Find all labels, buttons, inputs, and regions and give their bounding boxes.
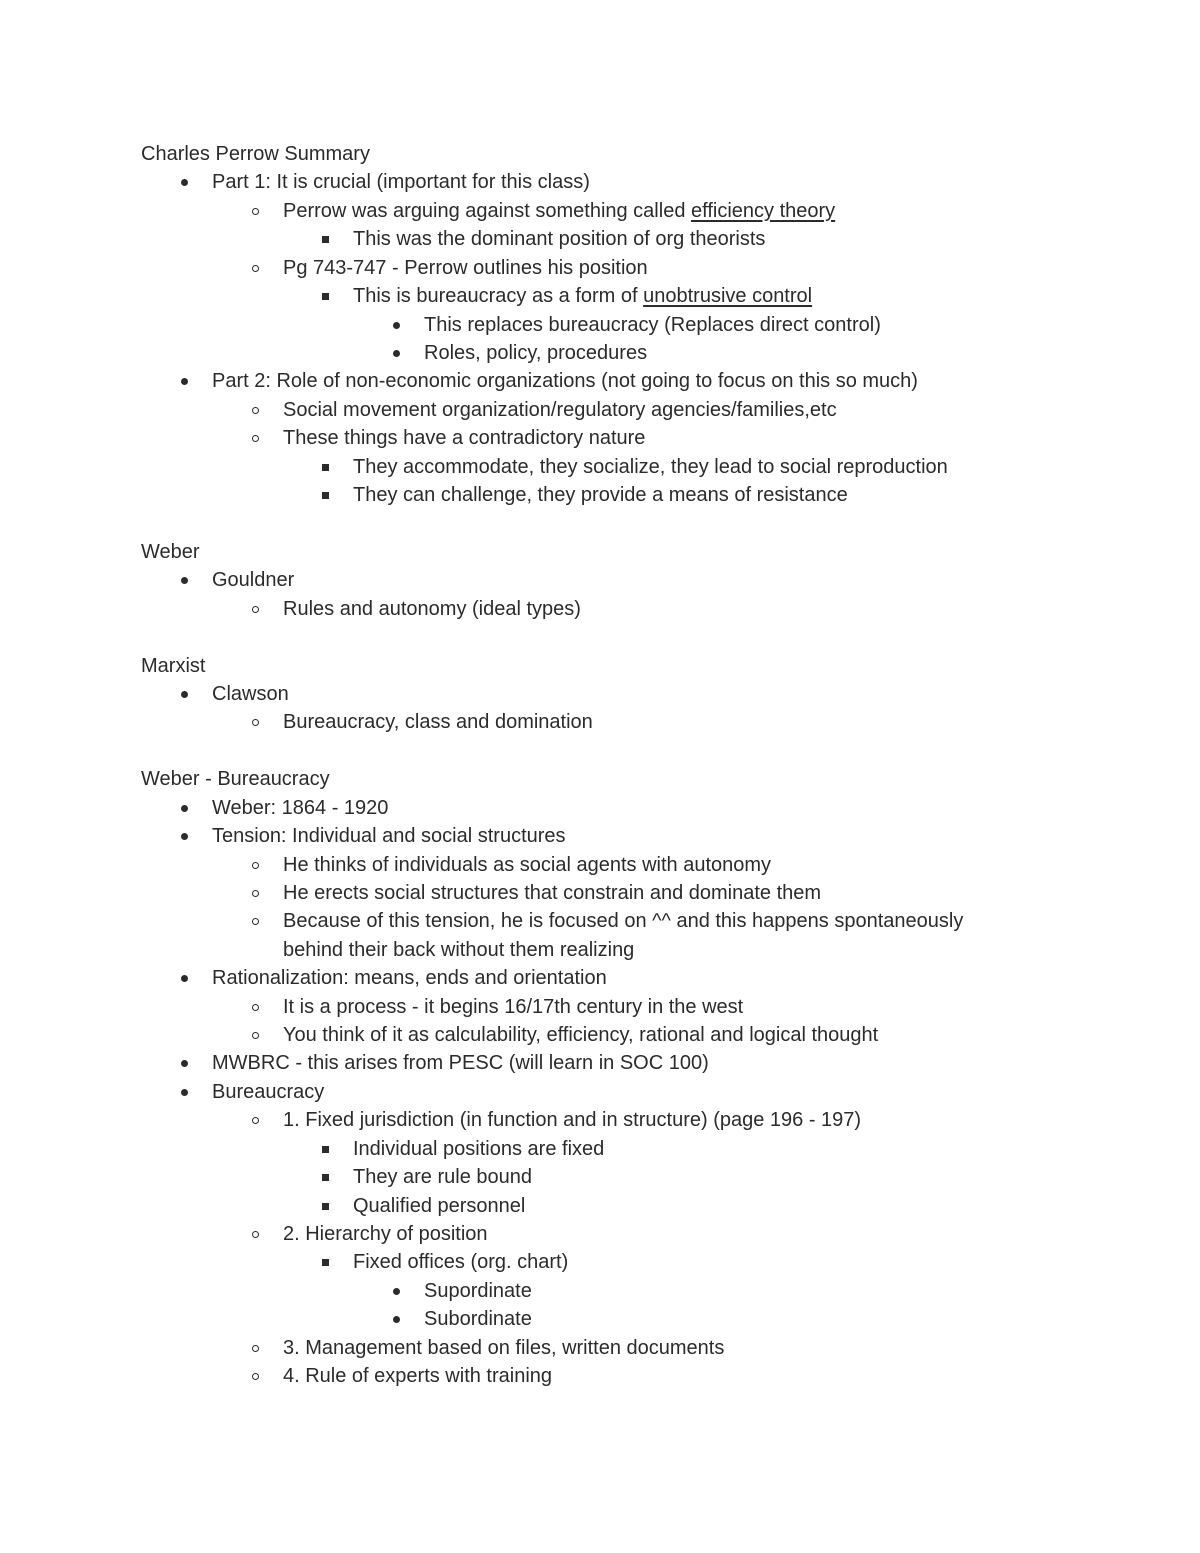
list-item [424, 311, 881, 339]
circle-bullet-icon [248, 1021, 262, 1049]
item-text: Marxist [141, 655, 206, 677]
disc-bullet-icon [177, 168, 191, 196]
item-text: 1. Fixed jurisdiction (in function and in structure) (page 196 - 197) [283, 1109, 862, 1131]
list-item [353, 225, 765, 253]
square-bullet-icon [318, 225, 332, 253]
disc-bullet-icon [177, 1078, 191, 1106]
square-bullet-icon [318, 282, 332, 310]
disc-bullet-icon [177, 822, 191, 850]
item-text: They are rule bound [353, 1166, 533, 1188]
item-text: 4. Rule of experts with training [283, 1365, 553, 1387]
item-text: Gouldner [212, 569, 295, 591]
list-item [283, 993, 743, 1021]
item-text: Weber [141, 541, 200, 563]
underlined-term: unobtrusive control [643, 285, 813, 307]
item-text: Roles, policy, procedures [424, 342, 648, 364]
item-text: Individual positions are fixed [353, 1138, 605, 1160]
list-item [283, 907, 963, 935]
list-item [353, 1192, 525, 1220]
item-text: Pg 743-747 - Perrow outlines his position [283, 257, 648, 279]
square-bullet-icon [318, 1248, 332, 1276]
item-text: You think of it as calculability, efficiency, rational and logical thought [283, 1024, 879, 1046]
list-item [283, 936, 634, 964]
list-item [283, 595, 581, 623]
circle-bullet-icon [248, 1362, 262, 1390]
item-text: Fixed offices (org. chart) [353, 1251, 569, 1273]
disc-bullet-icon [177, 566, 191, 594]
list-item [353, 1135, 604, 1163]
list-item [353, 282, 812, 310]
circle-bullet-icon [248, 424, 262, 452]
list-item [212, 168, 590, 196]
list-item [283, 424, 645, 452]
item-text: They accommodate, they socialize, they lead to social reproduction [353, 456, 948, 478]
disc-bullet-icon [389, 339, 403, 367]
item-text: Bureaucracy [212, 1081, 325, 1103]
circle-bullet-icon [248, 197, 262, 225]
list-item [212, 822, 566, 850]
item-text: Subordinate [424, 1308, 532, 1330]
list-item [283, 851, 771, 879]
list-item [212, 367, 918, 395]
list-item [283, 708, 593, 736]
circle-bullet-icon [248, 1106, 262, 1134]
disc-bullet-icon [389, 1277, 403, 1305]
circle-bullet-icon [248, 708, 262, 736]
item-text: Rationalization: means, ends and orientation [212, 967, 607, 989]
item-text: Weber: 1864 - 1920 [212, 797, 389, 819]
item-text: Rules and autonomy (ideal types) [283, 598, 581, 620]
list-item [424, 1277, 532, 1305]
item-text: Qualified personnel [353, 1195, 526, 1217]
list-item [283, 1362, 552, 1390]
list-item [212, 1049, 709, 1077]
list-item [283, 1220, 488, 1248]
circle-bullet-icon [248, 1334, 262, 1362]
square-bullet-icon [318, 1163, 332, 1191]
section-heading [141, 140, 370, 168]
item-text: Supordinate [424, 1280, 532, 1302]
item-text: This is bureaucracy as a form of [353, 285, 644, 307]
item-text: Social movement organization/regulatory agencies/families,etc [283, 399, 837, 421]
disc-bullet-icon [177, 964, 191, 992]
item-text: Part 1: It is crucial (important for this class) [212, 171, 590, 193]
item-text: Perrow was arguing against something called [283, 200, 691, 222]
disc-bullet-icon [389, 311, 403, 339]
section-heading [141, 538, 200, 566]
list-item [212, 794, 388, 822]
square-bullet-icon [318, 481, 332, 509]
item-text: He erects social structures that constrain and dominate them [283, 882, 822, 904]
item-text: Part 2: Role of non-economic organizations (not going to focus on this so much) [212, 370, 918, 392]
item-text: Charles Perrow Summary [141, 143, 370, 165]
item-text: MWBRC - this arises from PESC (will learn in SOC 100) [212, 1052, 709, 1074]
item-text: Tension: Individual and social structures [212, 825, 566, 847]
list-item [353, 481, 848, 509]
list-item [283, 1334, 724, 1362]
underlined-term: efficiency theory [691, 200, 836, 222]
item-text: Weber - Bureaucracy [141, 768, 330, 790]
item-text: These things have a contradictory nature [283, 427, 646, 449]
item-text: 2. Hierarchy of position [283, 1223, 488, 1245]
circle-bullet-icon [248, 1220, 262, 1248]
list-item [424, 339, 647, 367]
list-item [353, 453, 948, 481]
item-text: Clawson [212, 683, 289, 705]
list-item [212, 680, 289, 708]
item-text: 3. Management based on files, written documents [283, 1337, 725, 1359]
item-text: He thinks of individuals as social agents with autonomy [283, 854, 772, 876]
disc-bullet-icon [177, 794, 191, 822]
list-item [283, 396, 837, 424]
disc-bullet-icon [177, 680, 191, 708]
list-item [212, 566, 294, 594]
circle-bullet-icon [248, 907, 262, 935]
item-text: They can challenge, they provide a means of resistance [353, 484, 848, 506]
circle-bullet-icon [248, 595, 262, 623]
item-text: It is a process - it begins 16/17th century in the west [283, 996, 744, 1018]
item-text: Bureaucracy, class and domination [283, 711, 593, 733]
list-item [283, 1021, 878, 1049]
list-item [353, 1163, 532, 1191]
list-item [353, 1248, 568, 1276]
list-item [212, 1078, 324, 1106]
section-heading [141, 652, 205, 680]
circle-bullet-icon [248, 396, 262, 424]
square-bullet-icon [318, 1192, 332, 1220]
circle-bullet-icon [248, 993, 262, 1021]
square-bullet-icon [318, 1135, 332, 1163]
square-bullet-icon [318, 453, 332, 481]
list-item [283, 254, 648, 282]
disc-bullet-icon [177, 367, 191, 395]
disc-bullet-icon [389, 1305, 403, 1333]
item-text: This was the dominant position of org theorists [353, 228, 766, 250]
list-item [212, 964, 607, 992]
item-text: behind their back without them realizing [283, 939, 635, 961]
circle-bullet-icon [248, 879, 262, 907]
list-item [424, 1305, 532, 1333]
list-item [283, 879, 821, 907]
disc-bullet-icon [177, 1049, 191, 1077]
item-text: This replaces bureaucracy (Replaces direct control) [424, 314, 881, 336]
circle-bullet-icon [248, 851, 262, 879]
item-text: Because of this tension, he is focused on ^^ and this happens spontaneously [283, 910, 964, 932]
section-heading [141, 765, 330, 793]
list-item [283, 197, 835, 225]
circle-bullet-icon [248, 254, 262, 282]
list-item [283, 1106, 861, 1134]
